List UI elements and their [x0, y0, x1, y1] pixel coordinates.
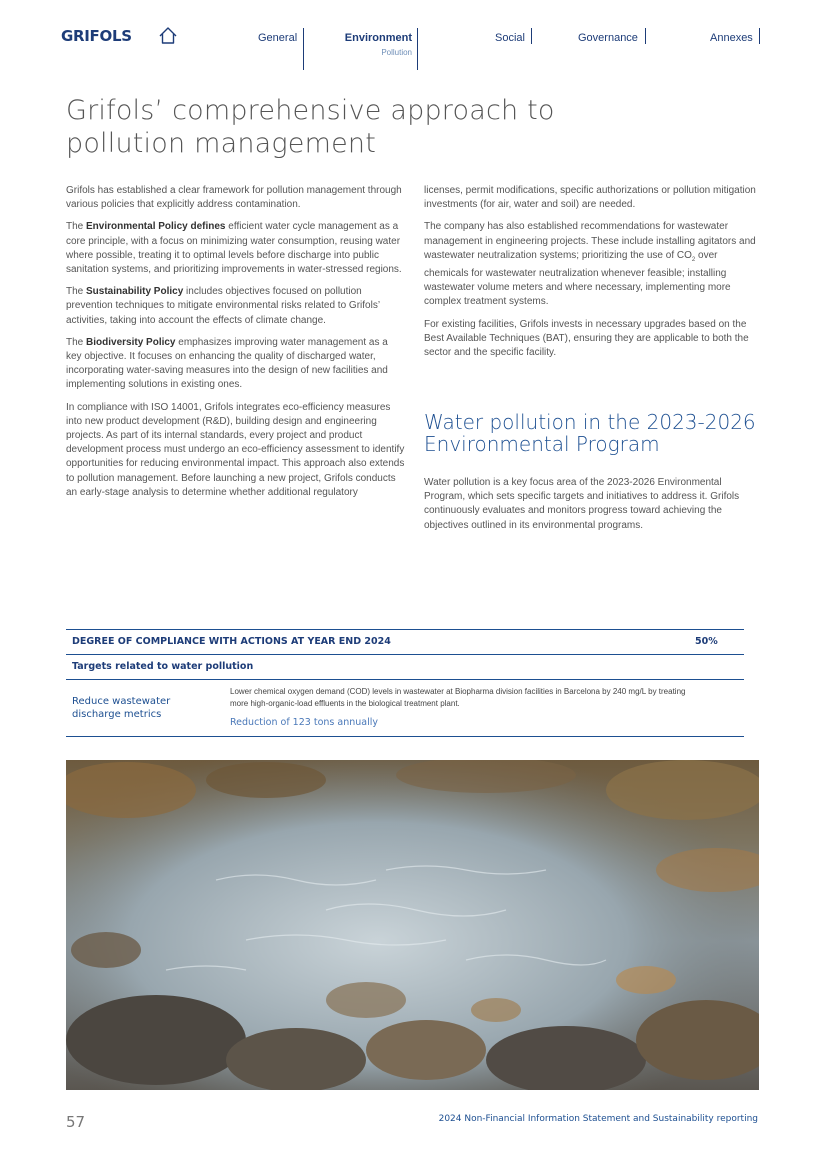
paragraph: The Biodiversity Policy emphasizes improving water management as a key objective. It focuses on enhancing the quality of discharged water, incorporating water-saving measures into the design of new facilities and implementing solutions in existing ones. — [66, 336, 388, 391]
paragraph: For existing facilities, Grifols invests in necessary upgrades based on the Best Available Techniques (BAT), ensuring they are applicable to both the sector and the specific facility. — [424, 318, 749, 359]
nav-environment-label: Environment — [344, 32, 412, 44]
table-section-row — [66, 655, 744, 680]
section-subheading: Water pollution in the 2023-2026 Environmental Program — [424, 410, 756, 456]
paragraph: In compliance with ISO 14001, Grifols integrates eco-efficiency measures into new product development (R&D), building design and engineering projects. As part of its internal standards, every project and product development process must undergo an eco-efficiency assessment to identify opportunities for reducing environmental impact. This approach also extends to pollution management. Before launching a new project, Grifols conducts an early-stage analysis to determine whether additional regulatory — [66, 401, 405, 498]
policy-name: Sustainability Policy — [86, 286, 184, 298]
nav-environment[interactable] — [303, 28, 418, 70]
paragraph: Grifols has established a clear framework for pollution management through various policies that explicitly address contamination. — [66, 185, 402, 211]
policy-name: Biodiversity Policy — [86, 336, 176, 348]
compliance-value: 50% — [695, 636, 718, 647]
section-label: Targets related to water pollution — [72, 661, 254, 672]
table-row — [66, 680, 744, 737]
page-number: 57 — [66, 1113, 86, 1131]
target-description: Lower chemical oxygen demand (COD) levels in wastewater at Biopharma division facilities in Barcelona by 240 mg/L by treating more high-organic-load effluents in the biological treatment plant. — [230, 687, 686, 708]
nav-divider — [759, 28, 760, 44]
paragraph: Water pollution is a key focus area of the 2023-2026 Environmental Program, which sets specific targets and initiatives to address it. Grifols continuously evaluates and monitors progress toward achieving the objectives outlined in its environmental programs. — [424, 477, 740, 531]
nav-divider — [531, 28, 532, 44]
page-title: Grifols’ comprehensive approach to pollution management — [66, 95, 555, 159]
target-result: Reduction of 123 tons annually — [230, 717, 378, 728]
right-column-lower — [424, 476, 760, 541]
nav-divider — [645, 28, 646, 44]
nav-annexes[interactable]: Annexes — [710, 32, 753, 44]
nav-environment-sub[interactable]: Pollution — [381, 48, 412, 57]
left-column — [66, 184, 406, 508]
paragraph: licenses, permit modifications, specific authorizations or pollution mitigation investments (for air, water and soil) are needed. — [424, 185, 756, 211]
policy-name: Environmental Policy defines — [86, 221, 226, 233]
nav-general[interactable]: General — [258, 32, 298, 44]
home-icon[interactable] — [158, 26, 178, 46]
report-title[interactable]: 2024 Non-Financial Information Statement and Sustainability reporting — [438, 1114, 758, 1124]
nav-social[interactable]: Social — [495, 32, 525, 44]
nav-governance[interactable]: Governance — [578, 32, 638, 44]
paragraph: The Environmental Policy defines efficient water cycle management as a core principle, with a focus on minimizing water consumption, reusing water where possible, treating it to optimal levels before discharge into public sanitation systems, and prioritizing improvements in water-stressed regions. — [66, 221, 402, 276]
right-column — [424, 184, 760, 368]
paragraph: The Sustainability Policy includes objectives focused on pollution prevention techniques to mitigate environmental risks related to Grifols’ activities, taking into account the effects of climate change. — [66, 286, 380, 326]
target-name: Reduce wastewater discharge metrics — [72, 696, 171, 720]
grifols-logo[interactable]: GRIFOLS — [61, 27, 132, 45]
compliance-table — [66, 629, 744, 737]
stream-photo — [66, 760, 759, 1090]
paragraph: The company has also established recommendations for wastewater management in engineering projects. These include installing agitators and wastewater neutralization systems; prioritizing the use of $CO_2$ over chemicals for wastewater neutralization whenever feasible; installing wastewater volume meters and where necessary, implementing more complex treatment systems. — [424, 221, 756, 308]
table-header-row — [66, 629, 744, 655]
compliance-label: DEGREE OF COMPLIANCE WITH ACTIONS AT YEAR END 2024 — [72, 636, 391, 647]
